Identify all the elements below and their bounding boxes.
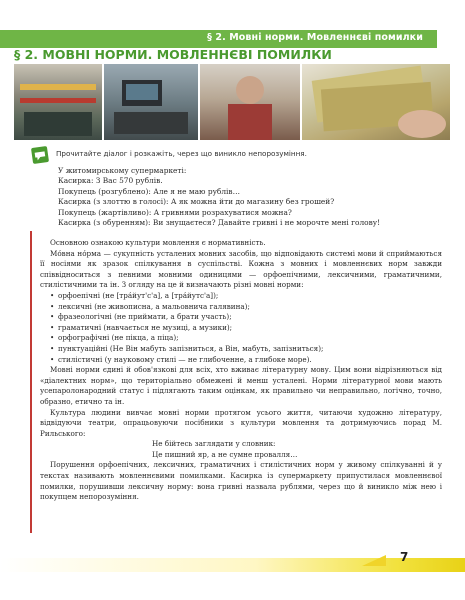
dialog-line: Касирка (з злоттю в голосі): А як можна йти до магазину без грошей? xyxy=(58,197,335,207)
page-arrow-icon xyxy=(362,555,386,566)
footer-bar xyxy=(0,558,465,572)
dialog-line: Касирка (з обуренням): Ви знущаєтеся? Давайте гривні і не морочте мені голову! xyxy=(58,218,381,228)
page-number: 7 xyxy=(400,550,409,564)
running-header-bar xyxy=(0,30,437,48)
section-title: § 2. МОВНІ НОРМИ. МОВЛЕННЄВІ ПОМИЛКИ xyxy=(14,47,332,62)
dialog-line: Покупець (жартівливо): А гривнями розрахуватися можна? xyxy=(58,207,292,217)
cash-register-photo xyxy=(104,64,198,140)
cashier-photo xyxy=(200,64,300,140)
theory-block xyxy=(40,238,442,503)
list-item: • орфоепічні (не [тра́йут'с'а], а [тра́йутс'а]); xyxy=(58,291,442,302)
running-title: § 2. Мовні норми. Мовленнєві помилки xyxy=(207,32,423,43)
paragraph: Основною ознакою культури мовлення є нормативність. xyxy=(50,238,266,247)
dialog-task-icon xyxy=(31,146,49,164)
banknotes-photo xyxy=(302,64,450,140)
list-item: • граматичні (навчається не музиці, а музики); xyxy=(58,323,442,334)
poem-line: Не бійтесь заглядати у словник: xyxy=(152,439,276,449)
list-item: • орфографічні (не пікца, а піца); xyxy=(58,333,442,344)
norms-list xyxy=(40,291,442,365)
supermarket-aisle-photo xyxy=(14,64,102,140)
list-item: • фразеологічні (не приймати, а брати участь); xyxy=(58,312,442,323)
dialog xyxy=(58,166,438,228)
poem-quote xyxy=(152,439,442,460)
photo-strip xyxy=(14,64,450,140)
paragraph: Порушення орфоепічних, лексичних, граматичних і стилістичних норм у живому спілкуванні й у текстах називають мовленнєвими помилками. Касирка із супермаркету припустилася мовленнєвої помилки, порушивши лексичну норму: вона гривні назвала рублями, через що й виникло між нею і покупцем непорозуміння. xyxy=(40,460,442,502)
dialog-line: У житомирському супермаркеті: xyxy=(58,166,187,175)
definition-paragraph: Мо́вна но́рма — сукупність усталених мовних засобів, що відповідають системі мови й сприймаються її носіями як зразок спілкування в суспільстві. Кожна з мовних і мовленнєвих норм завжди співвідноситься з певними мовними одиницями — орфоепічними, лексичними, граматичними, стилістичними та ін. З огляду на це й визначають різні мовні норми: xyxy=(40,248,442,290)
list-item: • пунктуаційні (Не Він мабуть запізниться, а Він, мабуть, запізниться); xyxy=(58,344,442,355)
list-item: • стилістичні (у науковому стилі — не глибоченне, а глибоке море). xyxy=(58,355,442,366)
poem-line: Це пишний яр, а не сумне провалля… xyxy=(152,449,298,459)
paragraph: Культура людини вивчає мовні норми протягом усього життя, читаючи художню літературу, відвідуючи театри, опрацьовуючи посібники з культури мовлення та дотримуючись порад М. Рильського: xyxy=(40,407,442,438)
dialog-line: Касирка: З Вас 570 рублів. xyxy=(58,176,163,186)
list-item: • лексичні (не живописна, а мальовнича галявина); xyxy=(58,302,442,313)
paragraph: Мовні норми єдині й обов'язкові для всіх, хто вживає літературну мову. Цим вони відрізняються від «діалектних норм», що територіально обмежені й менш усталені. Норми літературної мови мають усепаролонародний статус і підлягають таким оцінкам, як правильно чи неправильно, логічно, точно, образно, етично та ін. xyxy=(40,365,442,406)
dialog-line: Покупець (розгублено): Але я не маю рублів… xyxy=(58,186,240,196)
task-instruction: Прочитайте діалог і розкажіть, через що виникло непорозуміння. xyxy=(56,149,307,158)
